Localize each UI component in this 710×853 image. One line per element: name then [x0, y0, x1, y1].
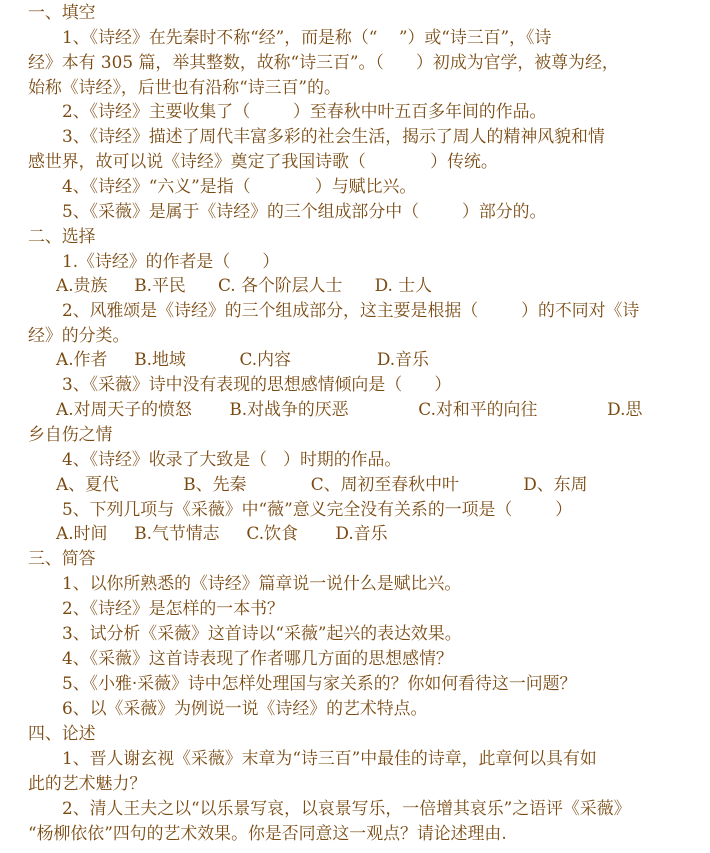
question-line: 2、清人王夫之以“以乐景写哀，以哀景写乐，一倍增其哀乐”之语评《采薇》 [62, 798, 631, 818]
question-line: 3、《诗经》描述了周代丰富多彩的社会生活，揭示了周人的精神风貌和情 [62, 126, 605, 146]
section-heading-fill-blank: 一、填空 [28, 2, 96, 22]
question-line: 5、《采薇》是属于《诗经》的三个组成部分中（ ）部分的。 [62, 201, 547, 221]
question-line: 3、《采薇》诗中没有表现的思想感情倾向是（ ） [62, 374, 452, 394]
question-line: 1、晋人谢玄视《采薇》末章为“诗三百”中最佳的诗章，此章何以具有如 [62, 748, 597, 768]
question-line: 2、《诗经》主要收集了（ ）至春秋中叶五百多年间的作品。 [62, 101, 547, 121]
question-line: 6、以《采薇》为例说一说《诗经》的艺术特点。 [62, 698, 428, 718]
question-line: 始称《诗经》，后世也有沿称“诗三百”的。 [28, 77, 341, 97]
question-line: 3、试分析《采薇》这首诗以“采薇”起兴的表达效果。 [62, 623, 462, 643]
question-line: 1、《诗经》在先秦时不称“经”，而是称（“ ”）或“诗三百”，《诗 [62, 27, 552, 47]
question-line: 1、以你所熟悉的《诗经》篇章说一说什么是赋比兴。 [62, 573, 462, 593]
question-line: 5、《小雅·采薇》诗中怎样处理国与家关系的？你如何看待这一问题？ [62, 673, 577, 693]
option-line: A.时间 B.气节情志 C.饮食 D.音乐 [56, 523, 388, 543]
question-line: 4、《采薇》这首诗表现了作者哪几方面的思想感情？ [62, 648, 453, 668]
question-line: 4、《诗经》收录了大致是（ ）时期的作品。 [62, 449, 402, 469]
question-line: 2、《诗经》是怎样的一本书？ [62, 598, 284, 618]
section-heading-multiple-choice: 二、选择 [28, 226, 96, 246]
question-line: 4、《诗经》“六义”是指（ ）与赋比兴。 [62, 176, 417, 196]
question-line: 1.《诗经》的作者是（ ） [62, 251, 280, 271]
question-line: 感世界，故可以说《诗经》奠定了我国诗歌（ ）传统。 [28, 151, 498, 171]
section-heading-essay: 四、论述 [28, 723, 96, 743]
question-line: 此的艺术魅力？ [28, 773, 147, 793]
option-line: 乡自伤之情 [28, 424, 113, 444]
option-line: A.贵族 B.平民 C. 各个阶层人士 D. 士人 [56, 275, 433, 295]
option-line: A.作者 B.地域 C.内容 D.音乐 [56, 349, 429, 369]
option-line: A.对周天子的愤怒 B.对战争的厌恶 C.对和平的向往 D.思 [56, 399, 643, 419]
question-line: 经》的分类。 [28, 325, 130, 345]
question-line: “杨柳依依”四句的艺术效果。你是否同意这一观点？请论述理由. [28, 823, 507, 843]
option-line: A、夏代 B、先秦 C、周初至春秋中叶 D、东周 [56, 474, 588, 494]
question-line: 2、风雅颂是《诗经》的三个组成部分，这主要是根据（ ）的不同对《诗 [62, 300, 640, 320]
question-line: 经》本有 305 篇，举其整数，故称“诗三百”。（ ）初成为官学，被尊为经， [28, 52, 619, 72]
question-line: 5、下列几项与《采薇》中“薇”意义完全没有关系的一项是（ ） [62, 499, 573, 519]
section-heading-short-answer: 三、简答 [28, 548, 96, 568]
